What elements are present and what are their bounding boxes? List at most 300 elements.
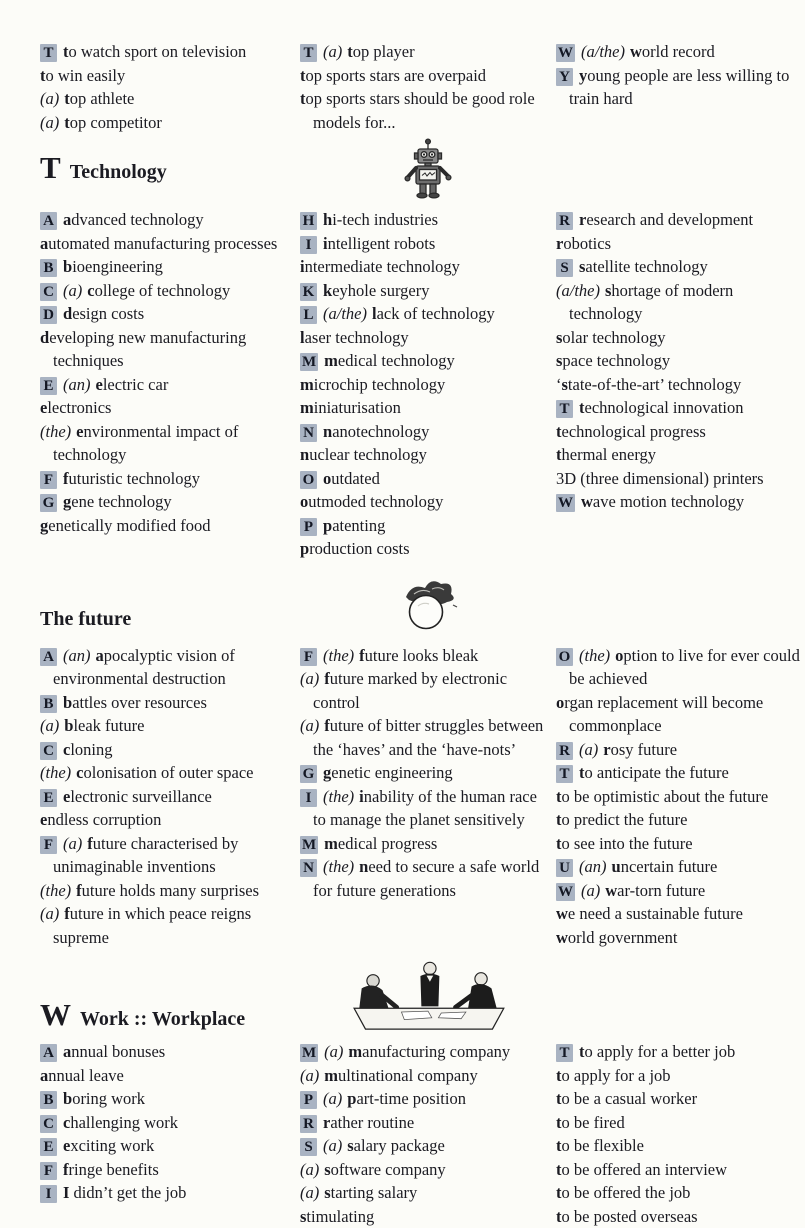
letter-box: E [40, 1138, 57, 1156]
entry-text: esign costs [72, 304, 144, 323]
entry-keyletter: a [63, 1042, 71, 1061]
vocab-entry [40, 1134, 300, 1158]
technology-column-1 [40, 208, 300, 537]
entry-keyletter: w [630, 42, 642, 61]
entry-keyletter: s [579, 257, 585, 276]
vocab-entry [300, 1064, 556, 1088]
entry-text: nnual bonuses [71, 1042, 165, 1061]
entry-text: o be a casual worker [562, 1089, 698, 1108]
entry-text: op competitor [70, 113, 162, 132]
entry-text: ption to live for ever could be achieved [569, 646, 800, 689]
letter-box: R [300, 1115, 317, 1133]
vocab-entry [40, 1158, 300, 1182]
vocab-entry [556, 738, 801, 762]
entry-keyletter: g [40, 516, 48, 535]
vocab-entry [556, 420, 801, 444]
vocab-entry [556, 879, 801, 903]
vocab-entry [300, 714, 556, 761]
entry-keyletter: t [556, 1183, 562, 1202]
entry-text: uture in which peace reigns supreme [53, 904, 251, 947]
letter-box: C [40, 742, 57, 760]
vocab-entry [556, 1181, 801, 1205]
article-label: (a) [581, 881, 600, 900]
entry-keyletter: i [300, 257, 305, 276]
entry-keyletter: t [300, 66, 306, 85]
vocab-entry [300, 855, 556, 902]
sport-continued-section [40, 40, 805, 204]
vocab-entry [556, 396, 801, 420]
entry-keyletter: o [323, 469, 331, 488]
vocab-entry [300, 761, 556, 785]
entry-keyletter: s [347, 1136, 353, 1155]
vocab-entry [40, 808, 300, 832]
crystal-ball-illustration [394, 571, 462, 636]
entry-text: loning [70, 740, 112, 759]
vocab-entry [40, 879, 300, 903]
entry-text: nability of the human race to manage the planet sensitively [313, 787, 537, 830]
entry-text: timulating [306, 1207, 374, 1226]
vocab-entry [556, 1064, 801, 1088]
article-label: (a) [300, 716, 319, 735]
letter-box: C [40, 1115, 57, 1133]
entry-keyletter: f [63, 1160, 69, 1179]
entry-keyletter: f [324, 716, 330, 735]
entry-keyletter: f [87, 834, 93, 853]
entry-keyletter: r [323, 1113, 330, 1132]
entry-keyletter: t [64, 113, 70, 132]
vocab-entry [300, 87, 556, 134]
future-section [40, 644, 805, 950]
entry-keyletter: e [40, 810, 47, 829]
entry-text: o win easily [46, 66, 126, 85]
entry-text: op player [353, 42, 415, 61]
vocab-entry [556, 373, 801, 397]
future-heading-row [40, 571, 805, 635]
entry-keyletter: e [96, 375, 103, 394]
entry-keyletter: m [300, 398, 314, 417]
crystal-ball-icon [394, 571, 462, 631]
entry-keyletter: t [556, 1160, 562, 1179]
entry-text: osy future [611, 740, 677, 759]
entry-keyletter: l [372, 304, 377, 323]
vocab-entry [556, 40, 801, 64]
vocab-entry [40, 514, 300, 538]
vocab-entry [40, 467, 300, 491]
entry-keyletter: a [40, 1066, 48, 1085]
entry-keyletter: n [323, 422, 332, 441]
entry-text: art-time position [356, 1089, 466, 1108]
entry-keyletter: s [562, 375, 568, 394]
vocab-entry [556, 1205, 801, 1228]
entry-text: atenting [332, 516, 385, 535]
entry-keyletter: e [76, 422, 83, 441]
vocab-entry [300, 644, 556, 668]
entry-text: esearch and development [586, 210, 753, 229]
vocab-entry [300, 1111, 556, 1135]
vocab-entry [300, 667, 556, 714]
entry-keyletter: e [40, 398, 47, 417]
entry-keyletter: t [40, 66, 46, 85]
vocab-entry [40, 255, 300, 279]
article-label: (a) [63, 834, 82, 853]
letter-box: N [300, 859, 317, 877]
vocab-entry [556, 467, 801, 491]
letter-box: G [40, 494, 57, 512]
vocab-entry [300, 467, 556, 491]
entry-keyletter: e [63, 1136, 70, 1155]
vocab-entry [40, 326, 300, 373]
entry-keyletter: t [556, 422, 562, 441]
vocab-entry [300, 255, 556, 279]
letter-box: A [40, 212, 57, 230]
letter-box: F [40, 471, 57, 489]
future-section-heading [40, 604, 300, 636]
vocab-entry [300, 514, 556, 538]
entry-text: olar technology [562, 328, 665, 347]
vocab-entry [40, 738, 300, 762]
article-label: (the) [40, 422, 71, 441]
robot-icon [401, 137, 455, 199]
vocab-entry [556, 761, 801, 785]
entry-text: iniaturisation [314, 398, 401, 417]
entry-text: lectronic surveillance [70, 787, 212, 806]
entry-keyletter: n [359, 857, 368, 876]
vocab-entry [300, 1205, 556, 1228]
article-label: (a) [40, 716, 59, 735]
vocab-entry [300, 396, 556, 420]
entry-text: dvanced technology [71, 210, 203, 229]
entry-text: lectronics [47, 398, 111, 417]
letter-box: D [40, 306, 57, 324]
entry-text: echnological progress [562, 422, 706, 441]
entry-text: 3D (three dimensional) printers [556, 469, 764, 488]
entry-keyletter: c [63, 1113, 70, 1132]
letter-box: P [300, 518, 317, 536]
vocab-entry [40, 1064, 300, 1088]
article-label: (a) [323, 1089, 342, 1108]
entry-keyletter: a [63, 210, 71, 229]
entry-keyletter: w [556, 928, 568, 947]
entry-keyletter: t [556, 1066, 562, 1085]
vocab-entry [300, 40, 556, 64]
entry-keyletter: i [359, 787, 364, 806]
vocab-entry [300, 1158, 556, 1182]
entry-text: o be fired [562, 1113, 625, 1132]
vocab-entry [40, 64, 300, 88]
entry-text: echnological innovation [585, 398, 744, 417]
entry-keyletter: s [556, 351, 562, 370]
entry-text: orld record [642, 42, 715, 61]
entry-text: atellite technology [585, 257, 707, 276]
vocab-entry [300, 349, 556, 373]
entry-keyletter: s [300, 1207, 306, 1226]
vocab-entry [300, 785, 556, 832]
letter-box: M [300, 836, 318, 854]
entry-text: ioengineering [72, 257, 163, 276]
entry-text: uture characterised by unimaginable inventions [53, 834, 238, 877]
vocab-entry [40, 644, 300, 691]
entry-text: ndless corruption [47, 810, 161, 829]
article-label: (a) [300, 1160, 319, 1179]
entry-keyletter: t [556, 1113, 562, 1132]
vocab-entry [300, 302, 556, 326]
vocab-entry [556, 926, 801, 950]
vocab-entry [556, 349, 801, 373]
vocab-entry [300, 832, 556, 856]
entry-keyletter: y [579, 66, 587, 85]
entry-keyletter: f [63, 469, 69, 488]
entry-keyletter: c [63, 740, 70, 759]
letter-box: F [40, 836, 57, 854]
vocab-entry [40, 761, 300, 785]
entry-keyletter: u [612, 857, 621, 876]
letter-box: T [40, 44, 57, 62]
vocab-entry [556, 255, 801, 279]
entry-keyletter: t [579, 763, 585, 782]
work-column-1 [40, 1040, 300, 1205]
vocab-entry [556, 232, 801, 256]
entry-text: op sports stars should be good role models for... [306, 89, 535, 132]
letter-box: W [556, 883, 575, 901]
work-heading-title: Work :: Workplace [80, 1008, 245, 1030]
entry-text: o see into the future [562, 834, 693, 853]
vocab-entry [40, 691, 300, 715]
letter-box: T [556, 1044, 573, 1062]
entry-keyletter: b [64, 716, 73, 735]
entry-text: ringe benefits [69, 1160, 159, 1179]
entry-text: anotechnology [332, 422, 429, 441]
sport-column-3 [556, 40, 801, 111]
entry-keyletter: t [300, 89, 306, 108]
vocab-entry [40, 1087, 300, 1111]
entry-keyletter: t [347, 42, 353, 61]
entry-text: ene technology [71, 492, 171, 511]
entry-list [40, 40, 300, 134]
entry-keyletter: g [323, 763, 331, 782]
vocab-entry [300, 326, 556, 350]
entry-text: obotics [563, 234, 611, 253]
entry-text: leak future [73, 716, 144, 735]
entry-keyletter: o [300, 492, 308, 511]
article-label: (a) [40, 904, 59, 923]
entry-keyletter: t [556, 1207, 562, 1226]
letter-box: T [300, 44, 317, 62]
vocab-entry [300, 1040, 556, 1064]
entry-text: eed to secure a safe world for future generations [313, 857, 539, 900]
vocab-entry [300, 443, 556, 467]
entry-text: icrochip technology [314, 375, 446, 394]
letter-box: S [300, 1138, 317, 1156]
entry-text: o be flexible [562, 1136, 644, 1155]
vocab-entry [556, 1134, 801, 1158]
technology-section [40, 208, 805, 561]
entry-text: aser technology [305, 328, 409, 347]
entry-keyletter: t [579, 1042, 585, 1061]
entry-text: didn’t get the job [69, 1183, 186, 1202]
vocab-entry [40, 87, 300, 111]
vocab-entry [556, 443, 801, 467]
article-label: (a/the) [556, 281, 600, 300]
vocab-entry [556, 64, 801, 111]
entry-keyletter: r [556, 234, 563, 253]
entry-keyletter: f [76, 881, 82, 900]
business-meeting-illustration [342, 959, 514, 1036]
letter-box: R [556, 212, 573, 230]
entry-text: o apply for a job [562, 1066, 671, 1085]
entry-keyletter: w [581, 492, 593, 511]
article-label: (the) [579, 646, 610, 665]
vocab-entry [300, 64, 556, 88]
entry-text: nnual leave [48, 1066, 124, 1085]
entry-text: o be posted overseas [562, 1207, 698, 1226]
vocab-entry [556, 279, 801, 326]
letter-box: U [556, 859, 573, 877]
vocab-entry [40, 714, 300, 738]
entry-keyletter: d [40, 328, 49, 347]
vocab-entry [300, 1134, 556, 1158]
article-label: (a/the) [323, 304, 367, 323]
vocab-entry [556, 490, 801, 514]
technology-column-3 [556, 208, 801, 514]
letter-box: N [300, 424, 317, 442]
entry-keyletter: t [556, 445, 562, 464]
vocab-entry [40, 40, 300, 64]
vocab-entry [300, 279, 556, 303]
entry-keyletter: f [324, 669, 330, 688]
vocab-entry [300, 537, 556, 561]
entry-text: o be offered an interview [562, 1160, 728, 1179]
entry-text: utdated [331, 469, 380, 488]
entry-text: hortage of modern technology [569, 281, 733, 324]
entry-keyletter: m [300, 375, 314, 394]
entry-text: attles over resources [72, 693, 207, 712]
vocab-entry [556, 1040, 801, 1064]
vocab-entry [40, 208, 300, 232]
entry-keyletter: p [347, 1089, 356, 1108]
entry-keyletter: d [63, 304, 72, 323]
article-label: (the) [40, 881, 71, 900]
entry-text: o anticipate the future [585, 763, 729, 782]
entry-keyletter: b [63, 1089, 72, 1108]
entry-text: uture of bitter struggles between the ‘haves’ and the ‘have-nots’ [313, 716, 543, 759]
letter-box: L [300, 306, 317, 324]
entry-keyletter: o [615, 646, 623, 665]
letter-box: A [40, 1044, 57, 1062]
article-label: (an) [63, 375, 91, 394]
work-section [40, 1040, 805, 1228]
entry-keyletter: a [40, 234, 48, 253]
entry-keyletter: s [324, 1183, 330, 1202]
entry-text: e need a sustainable future [568, 904, 743, 923]
entry-text: nvironmental impact of technology [53, 422, 238, 465]
entry-keyletter: s [605, 281, 611, 300]
entry-keyletter: r [603, 740, 610, 759]
article-label: (the) [323, 787, 354, 806]
entry-text: tate-of-the-art’ technology [568, 375, 741, 394]
entry-keyletter: w [605, 881, 617, 900]
vocab-entry [556, 902, 801, 926]
letter-box: B [40, 259, 57, 277]
article-label: (the) [40, 763, 71, 782]
vocab-entry [556, 1111, 801, 1135]
entry-text: oring work [72, 1089, 145, 1108]
entry-keyletter: t [556, 1089, 562, 1108]
letter-box: G [300, 765, 317, 783]
vocab-entry [556, 855, 801, 879]
entry-keyletter: t [556, 810, 562, 829]
article-label: (an) [579, 857, 607, 876]
vocab-entry [40, 1040, 300, 1064]
vocab-entry [40, 832, 300, 879]
entry-keyletter: f [64, 904, 70, 923]
vocab-entry [40, 1181, 300, 1205]
entry-keyletter: l [300, 328, 305, 347]
entry-keyletter: t [64, 89, 70, 108]
letter-box: B [40, 1091, 57, 1109]
entry-text: xciting work [70, 1136, 154, 1155]
vocab-entry [40, 302, 300, 326]
work-heading-letter: W [40, 997, 71, 1032]
letter-box: M [300, 1044, 318, 1062]
entry-keyletter: n [300, 445, 309, 464]
work-column-2 [300, 1040, 556, 1228]
entry-text: op sports stars are overpaid [306, 66, 487, 85]
entry-text: uture holds many surprises [82, 881, 259, 900]
entry-text: i-tech industries [332, 210, 438, 229]
entry-text: pocalyptic vision of environmental destruction [53, 646, 235, 689]
letter-box: W [556, 44, 575, 62]
entry-keyletter: t [556, 834, 562, 853]
vocab-entry [300, 1087, 556, 1111]
letter-box: O [556, 648, 573, 666]
letter-box: R [556, 742, 573, 760]
vocab-entry [40, 1111, 300, 1135]
entry-keyletter: c [87, 281, 94, 300]
letter-box: E [40, 377, 57, 395]
entry-text: o watch sport on television [69, 42, 247, 61]
entry-keyletter: s [324, 1160, 330, 1179]
entry-text: ntelligent robots [328, 234, 436, 253]
entry-keyletter: w [556, 904, 568, 923]
vocab-entry [40, 490, 300, 514]
entry-text: uture looks bleak [365, 646, 479, 665]
article-label: (a) [300, 1066, 319, 1085]
entry-text: o be optimistic about the future [562, 787, 769, 806]
entry-text: hallenging work [70, 1113, 178, 1132]
vocab-entry [40, 111, 300, 135]
article-label: (the) [323, 646, 354, 665]
entry-list [556, 40, 801, 111]
article-label: (a/the) [581, 42, 625, 61]
entry-text: ultinational company [338, 1066, 478, 1085]
entry-text: o be offered the job [562, 1183, 691, 1202]
entry-text: ncertain future [621, 857, 718, 876]
letter-box: A [40, 648, 57, 666]
entry-text: ack of technology [377, 304, 495, 323]
entry-list [300, 40, 556, 134]
article-label: (a) [300, 669, 319, 688]
entry-text: ather routine [330, 1113, 414, 1132]
entry-keyletter: p [300, 539, 309, 558]
entry-text: eyhole surgery [332, 281, 429, 300]
entry-text: orld government [568, 928, 678, 947]
article-label: (a) [579, 740, 598, 759]
entry-keyletter: h [323, 210, 332, 229]
entry-keyletter: g [63, 492, 71, 511]
entry-keyletter: o [556, 693, 564, 712]
entry-keyletter: k [323, 281, 332, 300]
vocab-entry [556, 208, 801, 232]
